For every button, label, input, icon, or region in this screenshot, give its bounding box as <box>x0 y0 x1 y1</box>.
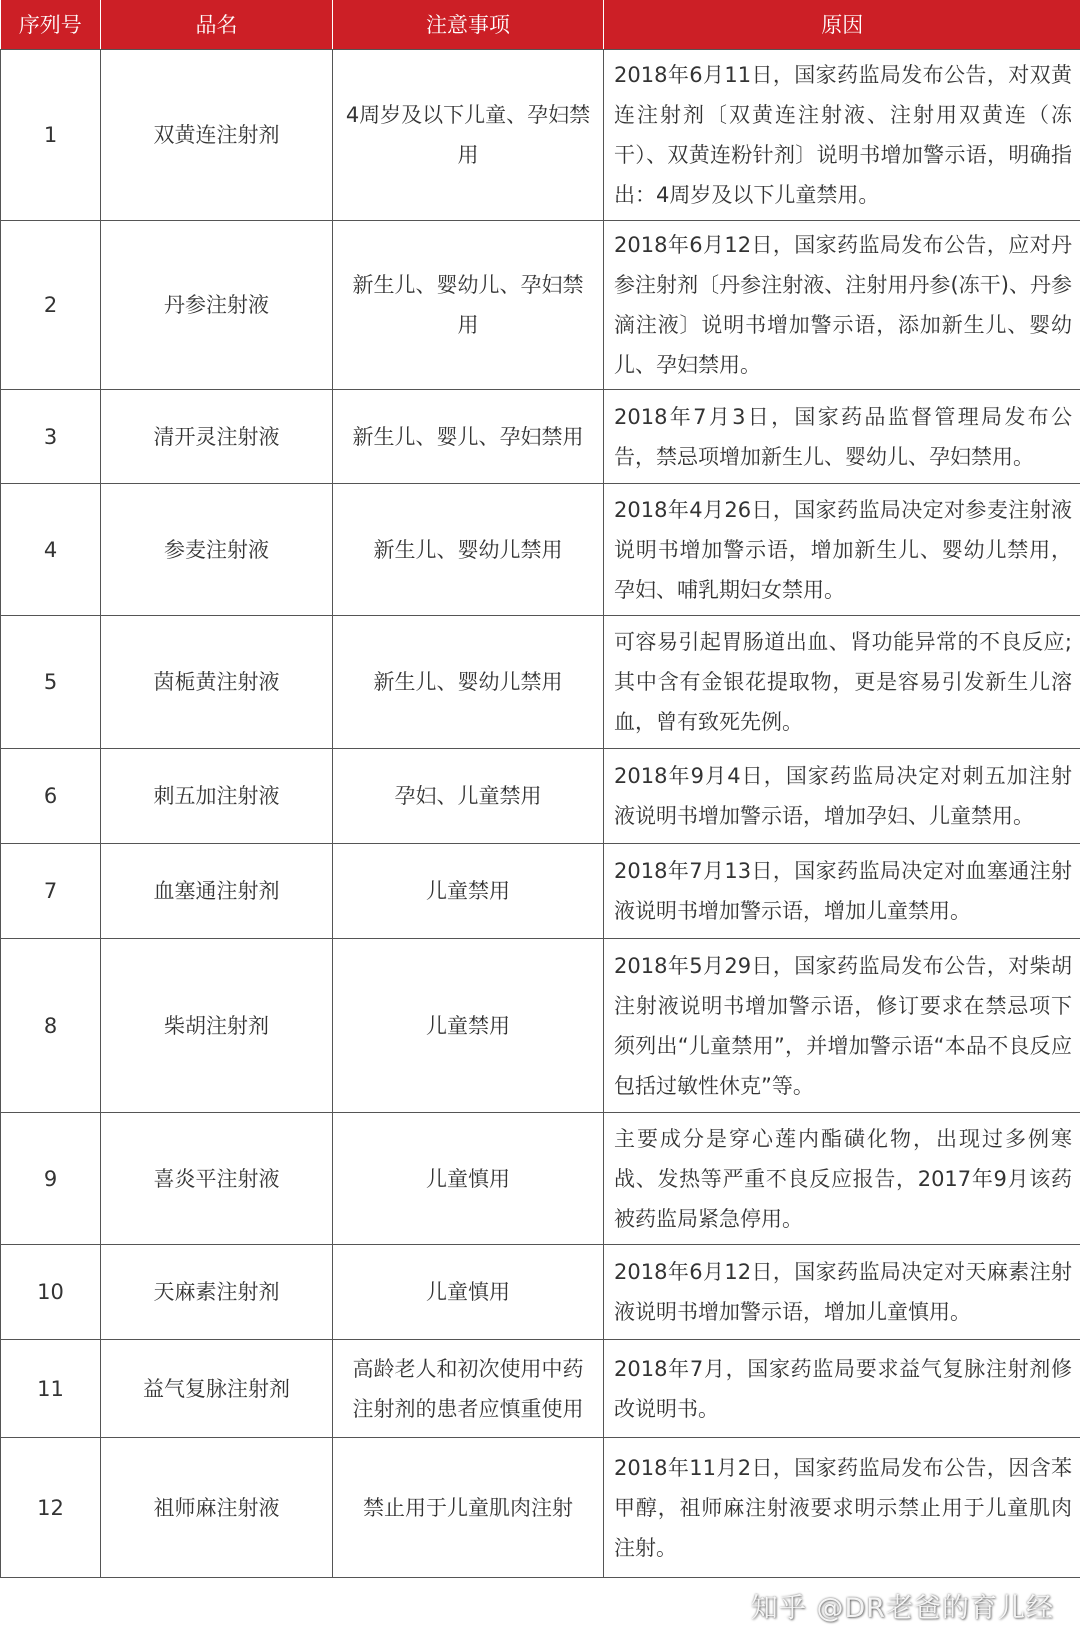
header-reason: 原因 <box>604 0 1080 50</box>
cell-precautions: 禁止用于儿童肌肉注射 <box>333 1438 604 1578</box>
table-header <box>1 0 1080 50</box>
cell-reason: 2018年6月11日，国家药监局发布公告，对双黄连注射剂〔双黄连注射液、注射用双黄连（冻干）、双黄连粉针剂〕说明书增加警示语，明确指出：4周岁及以下儿童禁用。 <box>604 50 1080 221</box>
cell-product-name: 茵栀黄注射液 <box>101 616 333 749</box>
cell-product-name: 柴胡注射剂 <box>101 939 333 1113</box>
cell-reason: 2018年6月12日，国家药监局发布公告，应对丹参注射剂〔丹参注射液、注射用丹参(冻干)、丹参滴注液〕说明书增加警示语，添加新生儿、婴幼儿、孕妇禁用。 <box>604 221 1080 390</box>
cell-precautions: 儿童慎用 <box>333 1245 604 1340</box>
cell-serial-number: 4 <box>1 484 101 616</box>
cell-reason: 2018年11月2日，国家药监局发布公告，因含苯甲醇，祖师麻注射液要求明示禁止用于儿童肌肉注射。 <box>604 1438 1080 1578</box>
cell-precautions: 儿童禁用 <box>333 844 604 939</box>
table-row <box>1 221 1080 390</box>
cell-reason: 主要成分是穿心莲内酯磺化物，出现过多例寒战、发热等严重不良反应报告，2017年9月该药被药监局紧急停用。 <box>604 1113 1080 1245</box>
zhihu-watermark: 知乎 @DR老爸的育儿经 <box>750 1593 1054 1624</box>
cell-reason: 可容易引起胃肠道出血、肾功能异常的不良反应;其中含有金银花提取物，更是容易引发新生儿溶血，曾有致死先例。 <box>604 616 1080 749</box>
cell-product-name: 血塞通注射剂 <box>101 844 333 939</box>
table-row <box>1 484 1080 616</box>
table-row <box>1 749 1080 844</box>
cell-reason: 2018年7月3日，国家药品监督管理局发布公告，禁忌项增加新生儿、婴幼儿、孕妇禁用。 <box>604 390 1080 484</box>
table-row <box>1 390 1080 484</box>
cell-serial-number: 6 <box>1 749 101 844</box>
cell-precautions: 孕妇、儿童禁用 <box>333 749 604 844</box>
cell-serial-number: 3 <box>1 390 101 484</box>
cell-serial-number: 10 <box>1 1245 101 1340</box>
cell-product-name: 天麻素注射剂 <box>101 1245 333 1340</box>
cell-product-name: 丹参注射液 <box>101 221 333 390</box>
cell-product-name: 祖师麻注射液 <box>101 1438 333 1578</box>
table-row <box>1 1340 1080 1438</box>
cell-reason: 2018年5月29日，国家药监局发布公告，对柴胡注射液说明书增加警示语，修订要求在禁忌项下须列出“儿童禁用”，并增加警示语“本品不良反应包括过敏性休克”等。 <box>604 939 1080 1113</box>
cell-serial-number: 11 <box>1 1340 101 1438</box>
cell-product-name: 喜炎平注射液 <box>101 1113 333 1245</box>
cell-serial-number: 2 <box>1 221 101 390</box>
table-row <box>1 939 1080 1113</box>
table-row <box>1 50 1080 221</box>
cell-reason: 2018年6月12日，国家药监局决定对天麻素注射液说明书增加警示语，增加儿童慎用。 <box>604 1245 1080 1340</box>
cell-precautions: 4周岁及以下儿童、孕妇禁用 <box>333 50 604 221</box>
header-product-name: 品名 <box>101 0 333 50</box>
cell-reason: 2018年4月26日，国家药监局决定对参麦注射液说明书增加警示语，增加新生儿、婴幼儿禁用，孕妇、哺乳期妇女禁用。 <box>604 484 1080 616</box>
cell-serial-number: 5 <box>1 616 101 749</box>
cell-precautions: 新生儿、婴幼儿、孕妇禁用 <box>333 221 604 390</box>
cell-serial-number: 8 <box>1 939 101 1113</box>
cell-product-name: 双黄连注射剂 <box>101 50 333 221</box>
table-row <box>1 616 1080 749</box>
cell-precautions: 新生儿、婴幼儿禁用 <box>333 616 604 749</box>
table-body <box>1 50 1080 1578</box>
header-serial-number: 序列号 <box>1 0 101 50</box>
table-row <box>1 1245 1080 1340</box>
table-row <box>1 1113 1080 1245</box>
header-row <box>1 0 1080 50</box>
cell-product-name: 清开灵注射液 <box>101 390 333 484</box>
cell-precautions: 儿童慎用 <box>333 1113 604 1245</box>
cell-precautions: 新生儿、婴儿、孕妇禁用 <box>333 390 604 484</box>
cell-serial-number: 1 <box>1 50 101 221</box>
cell-precautions: 高龄老人和初次使用中药注射剂的患者应慎重使用 <box>333 1340 604 1438</box>
table-row <box>1 1438 1080 1578</box>
cell-precautions: 儿童禁用 <box>333 939 604 1113</box>
cell-product-name: 参麦注射液 <box>101 484 333 616</box>
cell-reason: 2018年7月13日，国家药监局决定对血塞通注射液说明书增加警示语，增加儿童禁用。 <box>604 844 1080 939</box>
cell-reason: 2018年7月，国家药监局要求益气复脉注射剂修改说明书。 <box>604 1340 1080 1438</box>
cell-serial-number: 12 <box>1 1438 101 1578</box>
cell-serial-number: 7 <box>1 844 101 939</box>
header-precautions: 注意事项 <box>333 0 604 50</box>
table-row <box>1 844 1080 939</box>
cell-serial-number: 9 <box>1 1113 101 1245</box>
cell-product-name: 刺五加注射液 <box>101 749 333 844</box>
cell-product-name: 益气复脉注射剂 <box>101 1340 333 1438</box>
cell-reason: 2018年9月4日，国家药监局决定对刺五加注射液说明书增加警示语，增加孕妇、儿童禁用。 <box>604 749 1080 844</box>
cell-precautions: 新生儿、婴幼儿禁用 <box>333 484 604 616</box>
